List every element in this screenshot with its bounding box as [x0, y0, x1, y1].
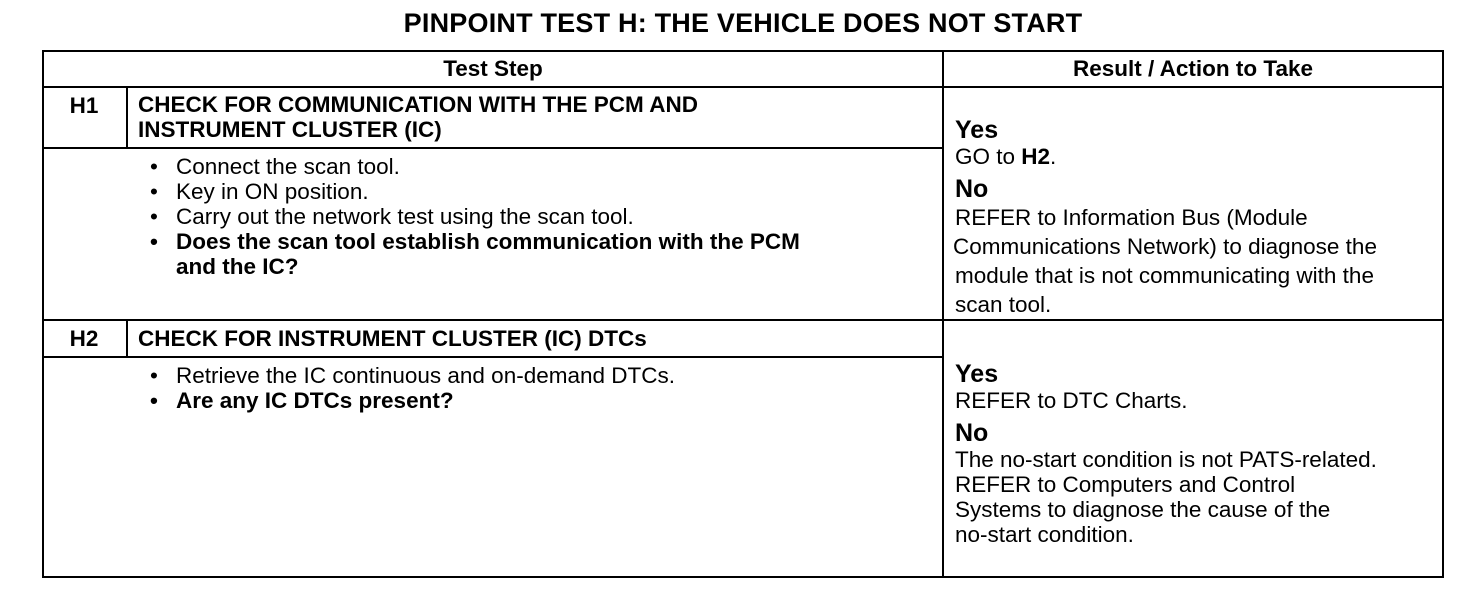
header-test-step: Test Step: [443, 56, 543, 81]
no-action-h1: REFER to Information Bus (Module Communications Network) to diagnose the module that is not communicating with the scan tool.: [953, 205, 1377, 317]
header-result: Result / Action to Take: [1072, 56, 1314, 81]
step-id-h1: H1: [69, 93, 99, 118]
step-actions-h2: [138, 363, 675, 413]
h1-h2-divider: [42, 319, 1444, 321]
list-item: • Carry out the network test using the scan tool.: [150, 204, 634, 229]
step-actions-h1: [138, 154, 800, 279]
step-heading-h1-line2: INSTRUMENT CLUSTER (IC): [138, 117, 442, 142]
column-divider: [942, 50, 944, 578]
list-item: • Key in ON position.: [150, 179, 369, 204]
step-heading-h1-line1: CHECK FOR COMMUNICATION WITH THE PCM AND: [138, 92, 698, 117]
step-question-h1: • Does the scan tool establish communication with the PCM and the IC?: [150, 229, 800, 279]
header-divider: [42, 86, 1444, 88]
h1-id-divider: [126, 86, 128, 148]
no-action-h2: The no-start condition is not PATS-related. REFER to Computers and Control Systems to diagnose the cause of the no-start condition.: [955, 447, 1377, 547]
list-item: • Connect the scan tool.: [150, 154, 400, 179]
list-item: • Retrieve the IC continuous and on-demand DTCs.: [150, 363, 676, 388]
page-title: PINPOINT TEST H: THE VEHICLE DOES NOT START: [403, 8, 1083, 38]
yes-label-h1: Yes: [955, 116, 999, 144]
no-label-h1: No: [955, 175, 989, 203]
yes-action-h1: GO to H2.: [955, 144, 1057, 169]
h1-heading-divider: [42, 147, 943, 149]
result-h1: [955, 116, 1377, 319]
step-heading-h1: [138, 92, 698, 142]
h2-heading-divider: [42, 356, 943, 358]
yes-label-h2: Yes: [955, 360, 999, 388]
result-h2: [955, 360, 1377, 547]
no-label-h2: No: [955, 419, 989, 447]
yes-action-h2: REFER to DTC Charts.: [955, 388, 1188, 413]
step-heading-h2: CHECK FOR INSTRUMENT CLUSTER (IC) DTCs: [138, 326, 647, 351]
step-id-h2: H2: [69, 326, 99, 351]
step-question-h2: • Are any IC DTCs present?: [150, 388, 454, 413]
h2-id-divider: [126, 319, 128, 357]
